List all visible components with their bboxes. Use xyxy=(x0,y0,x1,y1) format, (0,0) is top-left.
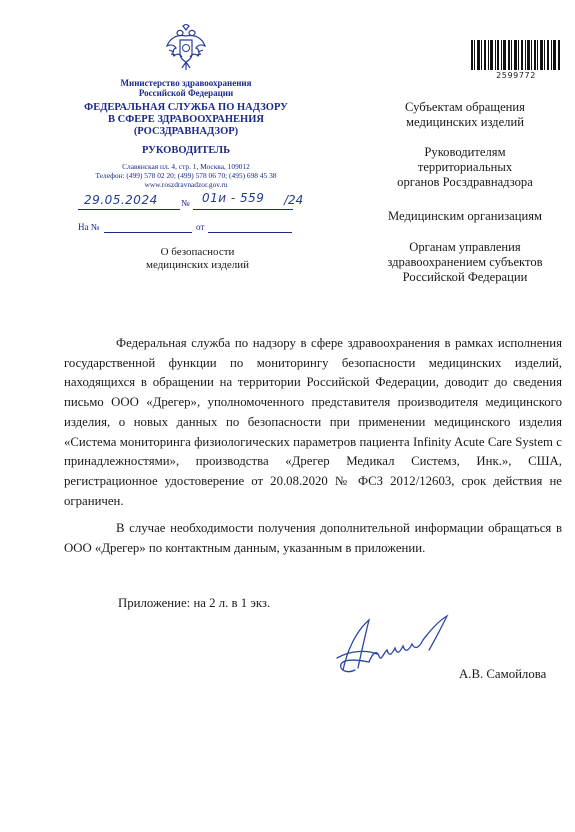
letterhead-contacts: Славянская пл. 4, стр. 1, Москва, 109012 Телефон: (499) 578 02 20; (499) 578 06 70; (495) 698 45 38 www.roszdravnadzor.gov.ru xyxy=(95,162,277,189)
number-underline xyxy=(193,209,293,210)
signature-image xyxy=(325,610,460,680)
barcode-number: 2599772 xyxy=(496,71,536,80)
reference-from-label: от xyxy=(196,222,205,232)
addressee-subjects: Субъектам обращения медицинских изделий xyxy=(405,100,525,129)
date-underline xyxy=(78,209,180,210)
barcode xyxy=(471,40,561,70)
service-name: ФЕДЕРАЛЬНАЯ СЛУЖБА ПО НАДЗОРУ В СФЕРЕ ЗДРАВООХРАНЕНИЯ (РОСЗДРАВНАДЗОР) xyxy=(84,102,288,137)
reference-number-line xyxy=(104,232,192,233)
coat-of-arms-icon xyxy=(165,24,207,72)
body-paragraph-1: Федеральная служба по надзору в сфере здравоохранения в рамках исполнения государственной функции по мониторингу безопасности медицинских изделий, находящихся в обращении на территории Российской Федерации, доводит до сведения письмо ООО «Дрегер», уполномоченного представителя производителя медицинского изделия, о новых данных по безопасности при применении медицинского изделия «Система мониторинга физиологических параметров пациента Infinity Acute Care System с принадлежностями», производства «Дрегер Медикал Системз, Инк.», США, регистрационное удостоверение от 20.08.2020 № ФСЗ 2012/12603, срок действия не ограничен. xyxy=(64,336,562,508)
attachment-note: Приложение: на 2 л. в 1 экз. xyxy=(118,596,271,610)
head-title: РУКОВОДИТЕЛЬ xyxy=(141,145,231,156)
body-paragraph-2: В случае необходимости получения дополнительной информации обращаться в ООО «Дрегер» по контактным данным, указанным в приложении. xyxy=(64,521,562,555)
reference-date-line xyxy=(208,232,292,233)
reference-number-label: На № xyxy=(78,222,100,232)
signer-name: А.В. Самойлова xyxy=(459,667,547,681)
addressee-medical-organizations: Медицинским организациям xyxy=(387,209,543,223)
outgoing-number-suffix: /24 xyxy=(284,193,304,207)
addressee-health-authorities: Органам управления здравоохранением субъектов Российской Федерации xyxy=(387,240,543,284)
ministry-name: Министерство здравоохранения Российской Федерации xyxy=(120,78,252,98)
number-label: № xyxy=(181,198,190,208)
outgoing-number: 01и - 559 xyxy=(202,191,265,205)
addressee-territorial-heads: Руководителям территориальных органов Росздравнадзора xyxy=(397,145,533,189)
letter-subject: О безопасности медицинских изделий xyxy=(146,246,249,271)
outgoing-date: 29.05.2024 xyxy=(84,193,158,207)
